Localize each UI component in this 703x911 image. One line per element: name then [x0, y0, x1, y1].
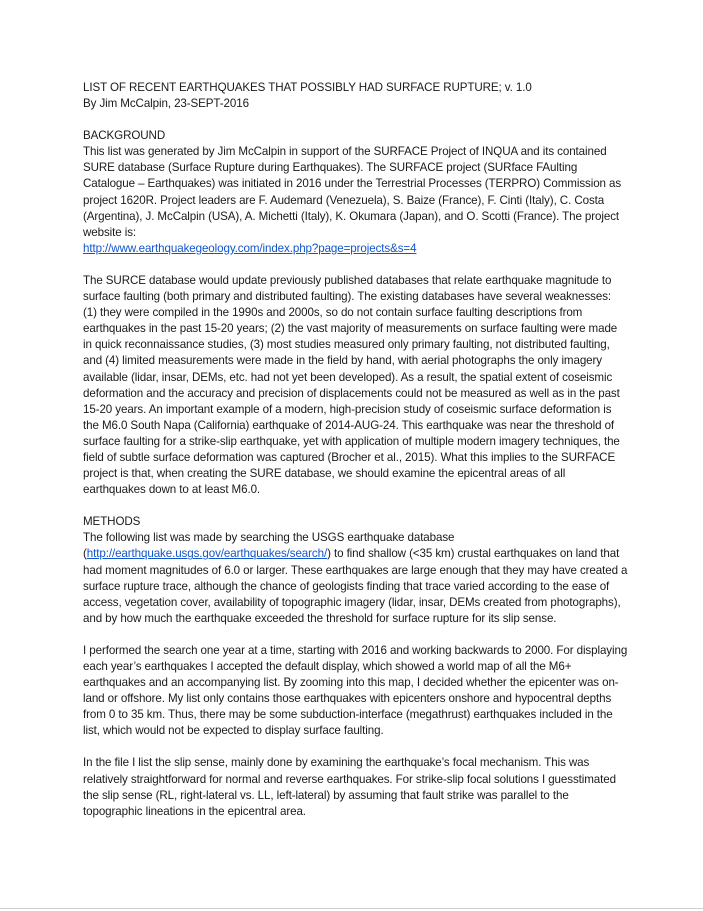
project-website-link[interactable]: http://www.earthquakegeology.com/index.php?page=projects&s=4 — [83, 241, 417, 255]
page-bottom-border — [0, 908, 703, 909]
methods-paragraph-1-lead: The following list was made by searching the USGS earthquake database — [83, 531, 455, 545]
document-title: LIST OF RECENT EARTHQUAKES THAT POSSIBLY HAD SURFACE RUPTURE; v. 1.0 — [83, 81, 532, 94]
background-paragraph-1-text: This list was generated by Jim McCalpin in support of the SURFACE Project of INQUA and its contained SURE database (Surface Rupture during Earthquakes). The SURFACE project (SURface FAulting Catalogue – Earthquakes) was initiated in 2016 under the Terrestrial Processes (TERPRO) Commission as project 1620R. Project leaders are F. Audemard (Venezuela), S. Baize (France), F. Cinti (Italy), C. Costa (Argentina), J. McCalpin (USA), A. Michetti (Italy), K. Okumara (Japan), and O. Scotti (France). The project website is: — [83, 145, 622, 239]
usgs-search-link[interactable]: http://earthquake.usgs.gov/earthquakes/search/ — [86, 547, 328, 561]
methods-heading: METHODS — [83, 515, 141, 529]
spacer — [83, 112, 628, 128]
methods-paragraph-1-rest: ) to find shallow (<35 km) crustal earthquakes on land that had moment magnitudes of 6.0 or larger. These earthquakes are large enough that they may have created a surface rupture trace, although the chance of geologists finding that trace varied according to the ease of access, vegetation cover, availability of topographic imagery (lidar, insar, DEMs created from photographs), and by how much the earthquake exceeded the threshold for surface rupture for its slip sense. — [83, 547, 628, 625]
background-paragraph-1 — [83, 144, 628, 257]
methods-paragraph-2: I performed the search one year at a time, starting with 2016 and working backwards to 2000. For displaying each year’s earthquakes I accepted the default display, which showed a world map of all the M6+ earthquakes and an accompanying list. By zooming into this map, I decided whether the epicenter was on-land or offshore. My list only contains those earthquakes with epicenters onshore and hypocentral depths from 0 to 35 km. Thus, there may be some subduction-interface (megathrust) earthquakes included in the list, which would not be expected to display surface faulting. — [83, 643, 628, 738]
document-body — [83, 80, 628, 820]
spacer — [83, 498, 628, 514]
spacer — [83, 627, 628, 643]
background-heading: BACKGROUND — [83, 129, 166, 143]
usgs-link-open-paren: ( — [83, 547, 87, 561]
document-byline: By Jim McCalpin, 23-SEPT-2016 — [83, 97, 249, 111]
spacer — [83, 257, 628, 273]
methods-paragraph-3: In the file I list the slip sense, mainly done by examining the earthquake’s focal mechanism. This was relatively straightforward for normal and reverse earthquakes. For strike-slip focal solutions I guesstimated the slip sense (RL, right-lateral vs. LL, left-lateral) by assuming that fault strike was parallel to the topographic lineations in the epicentral area. — [83, 756, 616, 818]
methods-paragraph-1 — [83, 530, 628, 627]
spacer — [83, 739, 628, 755]
background-paragraph-2: The SURCE database would update previously published databases that relate earthquake magnitude to surface faulting (both primary and distributed faulting). The existing databases have several weaknesses: (1) they were compiled in the 1990s and 2000s, so do not contain surface faulting descriptions from earthquakes in the past 15-20 years; (2) the vast majority of measurements on surface faulting were made in quick reconnaissance studies, (3) most studies measured only primary faulting, not distributed faulting, and (4) limited measurements were made in the field by hand, with aerial photographs the only imagery available (lidar, insar, DEMs, etc. had not yet been developed). As a result, the spatial extent of coseismic deformation and the accuracy and precision of displacements could not be measured as well as in the past 15-20 years. An important example of a modern, high-precision study of coseismic surface deformation is the M6.0 South Napa (California) earthquake of 2014-AUG-24. This earthquake was near the threshold of surface faulting for a strike-slip earthquake, yet with application of multiple modern imagery techniques, the field of subtle surface deformation was captured (Brocher et al., 2015). What this implies to the SURFACE project is that, when creating the SURE database, we should examine the epicentral areas of all earthquakes down to at least M6.0. — [83, 273, 620, 497]
